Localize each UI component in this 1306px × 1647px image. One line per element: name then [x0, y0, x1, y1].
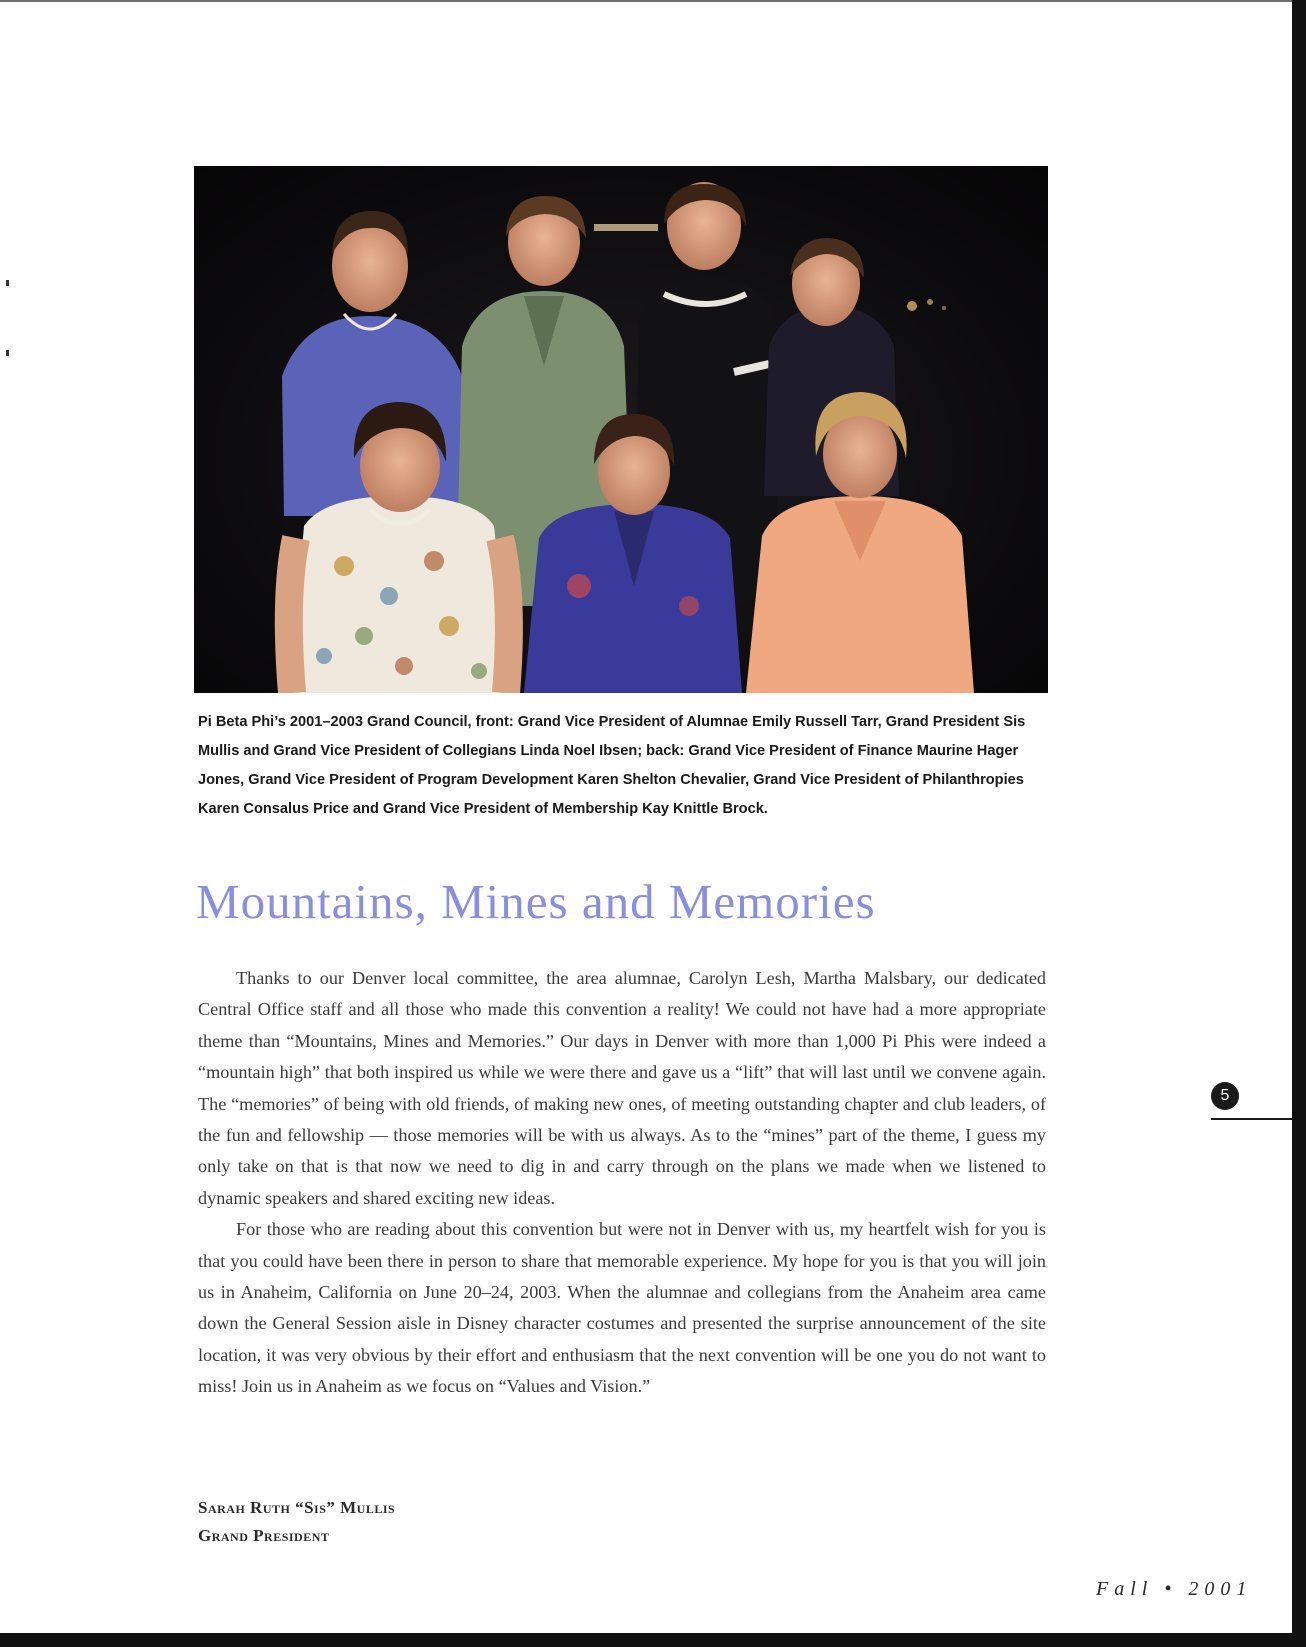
article-title: Mountains, Mines and Memories	[196, 874, 876, 929]
photo-caption: Pi Beta Phi’s 2001–2003 Grand Council, front: Grand Vice President of Alumnae Emily Russell Tarr, Grand President Sis Mullis and Grand Vice President of Collegians Linda Noel Ibsen; back: Grand Vice President of Finance Maurine Hager Jones, Grand Vice President of Program Development Karen Shelton Chevalier, Grand Vice President of Philanthropies Karen Consalus Price and Grand Vice President of Membership Kay Knittle Brock.	[198, 714, 1026, 817]
group-photo	[194, 166, 1048, 693]
signature-title: Grand President	[198, 1526, 330, 1545]
article-body	[198, 963, 1046, 1403]
article-paragraph: Thanks to our Denver local committee, the area alumnae, Carolyn Lesh, Martha Malsbary, our dedicated Central Office staff and all those who made this convention a reality! We could not have had a more appropriate theme than “Mountains, Mines and Memories.” Our days in Denver with more than 1,000 Pi Phis were indeed a “mountain high” that both inspired us while we were there and gave us a “lift” that will last until we convene again. The “memories” of being with old friends, of making new ones, of meeting outstanding chapter and club leaders, of the fun and fellowship — those memories will be with us always. As to the “mines” part of the theme, I guess my only take on that is that now we need to dig in and carry through on the plans we made when we listened to dynamic speakers and shared exciting new ideas.	[198, 968, 1046, 1208]
scan-mark	[6, 280, 9, 286]
scan-mark	[6, 350, 9, 356]
scan-top-edge	[0, 0, 1306, 2]
scan-bottom-edge	[0, 1633, 1306, 1647]
page-number-rule	[1211, 1118, 1292, 1120]
scan-right-edge	[1292, 0, 1306, 1647]
issue-folio: Fall • 2001	[1096, 1578, 1253, 1600]
group-photo-illustration	[194, 166, 1048, 693]
signature-block	[198, 1494, 395, 1550]
signature-name: Sarah Ruth “Sis” Mullis	[198, 1498, 396, 1517]
page-number-badge: 5	[1211, 1082, 1239, 1110]
article-paragraph: For those who are reading about this convention but were not in Denver with us, my heartfelt wish for you is that you could have been there in person to share that memorable experience. My hope for you is that you will join us in Anaheim, California on June 20–24, 2003. When the alumnae and collegians from the Anaheim area came down the General Session aisle in Disney character costumes and presented the surprise announcement of the site location, it was very obvious by their effort and enthusiasm that the next convention will be one you do not want to miss! Join us in Anaheim as we focus on “Values and Vision.”	[198, 1219, 1046, 1397]
